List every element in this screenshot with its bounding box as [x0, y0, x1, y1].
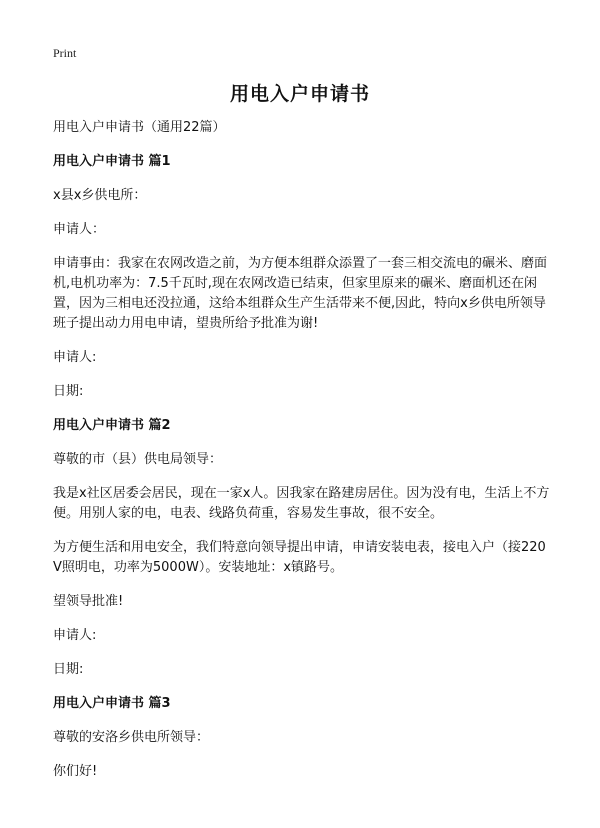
paragraph-body: 为方便生活和用电安全，我们特意向领导提出申请，申请安装电表，接电入户（接220V照明电，功率为5000W）。安装地址：x镇路号。 — [53, 540, 546, 575]
paragraph-signature: 申请人: — [53, 350, 97, 365]
paragraph-greeting: 你们好! — [53, 764, 98, 779]
paragraph-body: 我是x社区居委会居民，现在一家x人。因我家在路建房居住。因为没有电，生活上不方便。用别人家的电，电表、线路负荷重，容易发生事故，很不安全。 — [53, 486, 550, 521]
paragraph-applicant: 申请人： — [53, 222, 106, 237]
paragraph-addressee: 尊敬的安洛乡供电所领导： — [53, 730, 210, 745]
section-heading-2: 用电入户申请书 篇2 — [53, 418, 171, 433]
paragraph-reason: 申请事由：我家在农网改造之前，为方便本组群众添置了一套三相交流电的碾米、磨面机,电机功率为：7.5千瓦时,现在农网改造已结束，但家里原来的碾米、磨面机还在闲置，因为三相电还没拉通，这给本组群众生产生活带来不便,因此，特向x乡供电所领导班子提出动力用电申请，望贵所给予批准为谢! — [53, 256, 548, 331]
document-subtitle: 用电入户申请书（通用22篇） — [53, 120, 226, 135]
document-title: 用电入户申请书 — [229, 83, 370, 105]
paragraph-addressee: 尊敬的市（县）供电局领导： — [53, 452, 223, 467]
document-body — [53, 118, 551, 796]
section-heading-3: 用电入户申请书 篇3 — [53, 696, 171, 711]
print-label: Print — [53, 46, 77, 60]
paragraph-date: 日期: — [53, 384, 84, 399]
paragraph-closing: 望领导批准! — [53, 594, 124, 609]
paragraph-addressee: x县x乡供电所： — [53, 188, 147, 203]
section-heading-1: 用电入户申请书 篇1 — [53, 154, 171, 169]
paragraph-date: 日期: — [53, 662, 84, 677]
paragraph-signature: 申请人: — [53, 628, 97, 643]
